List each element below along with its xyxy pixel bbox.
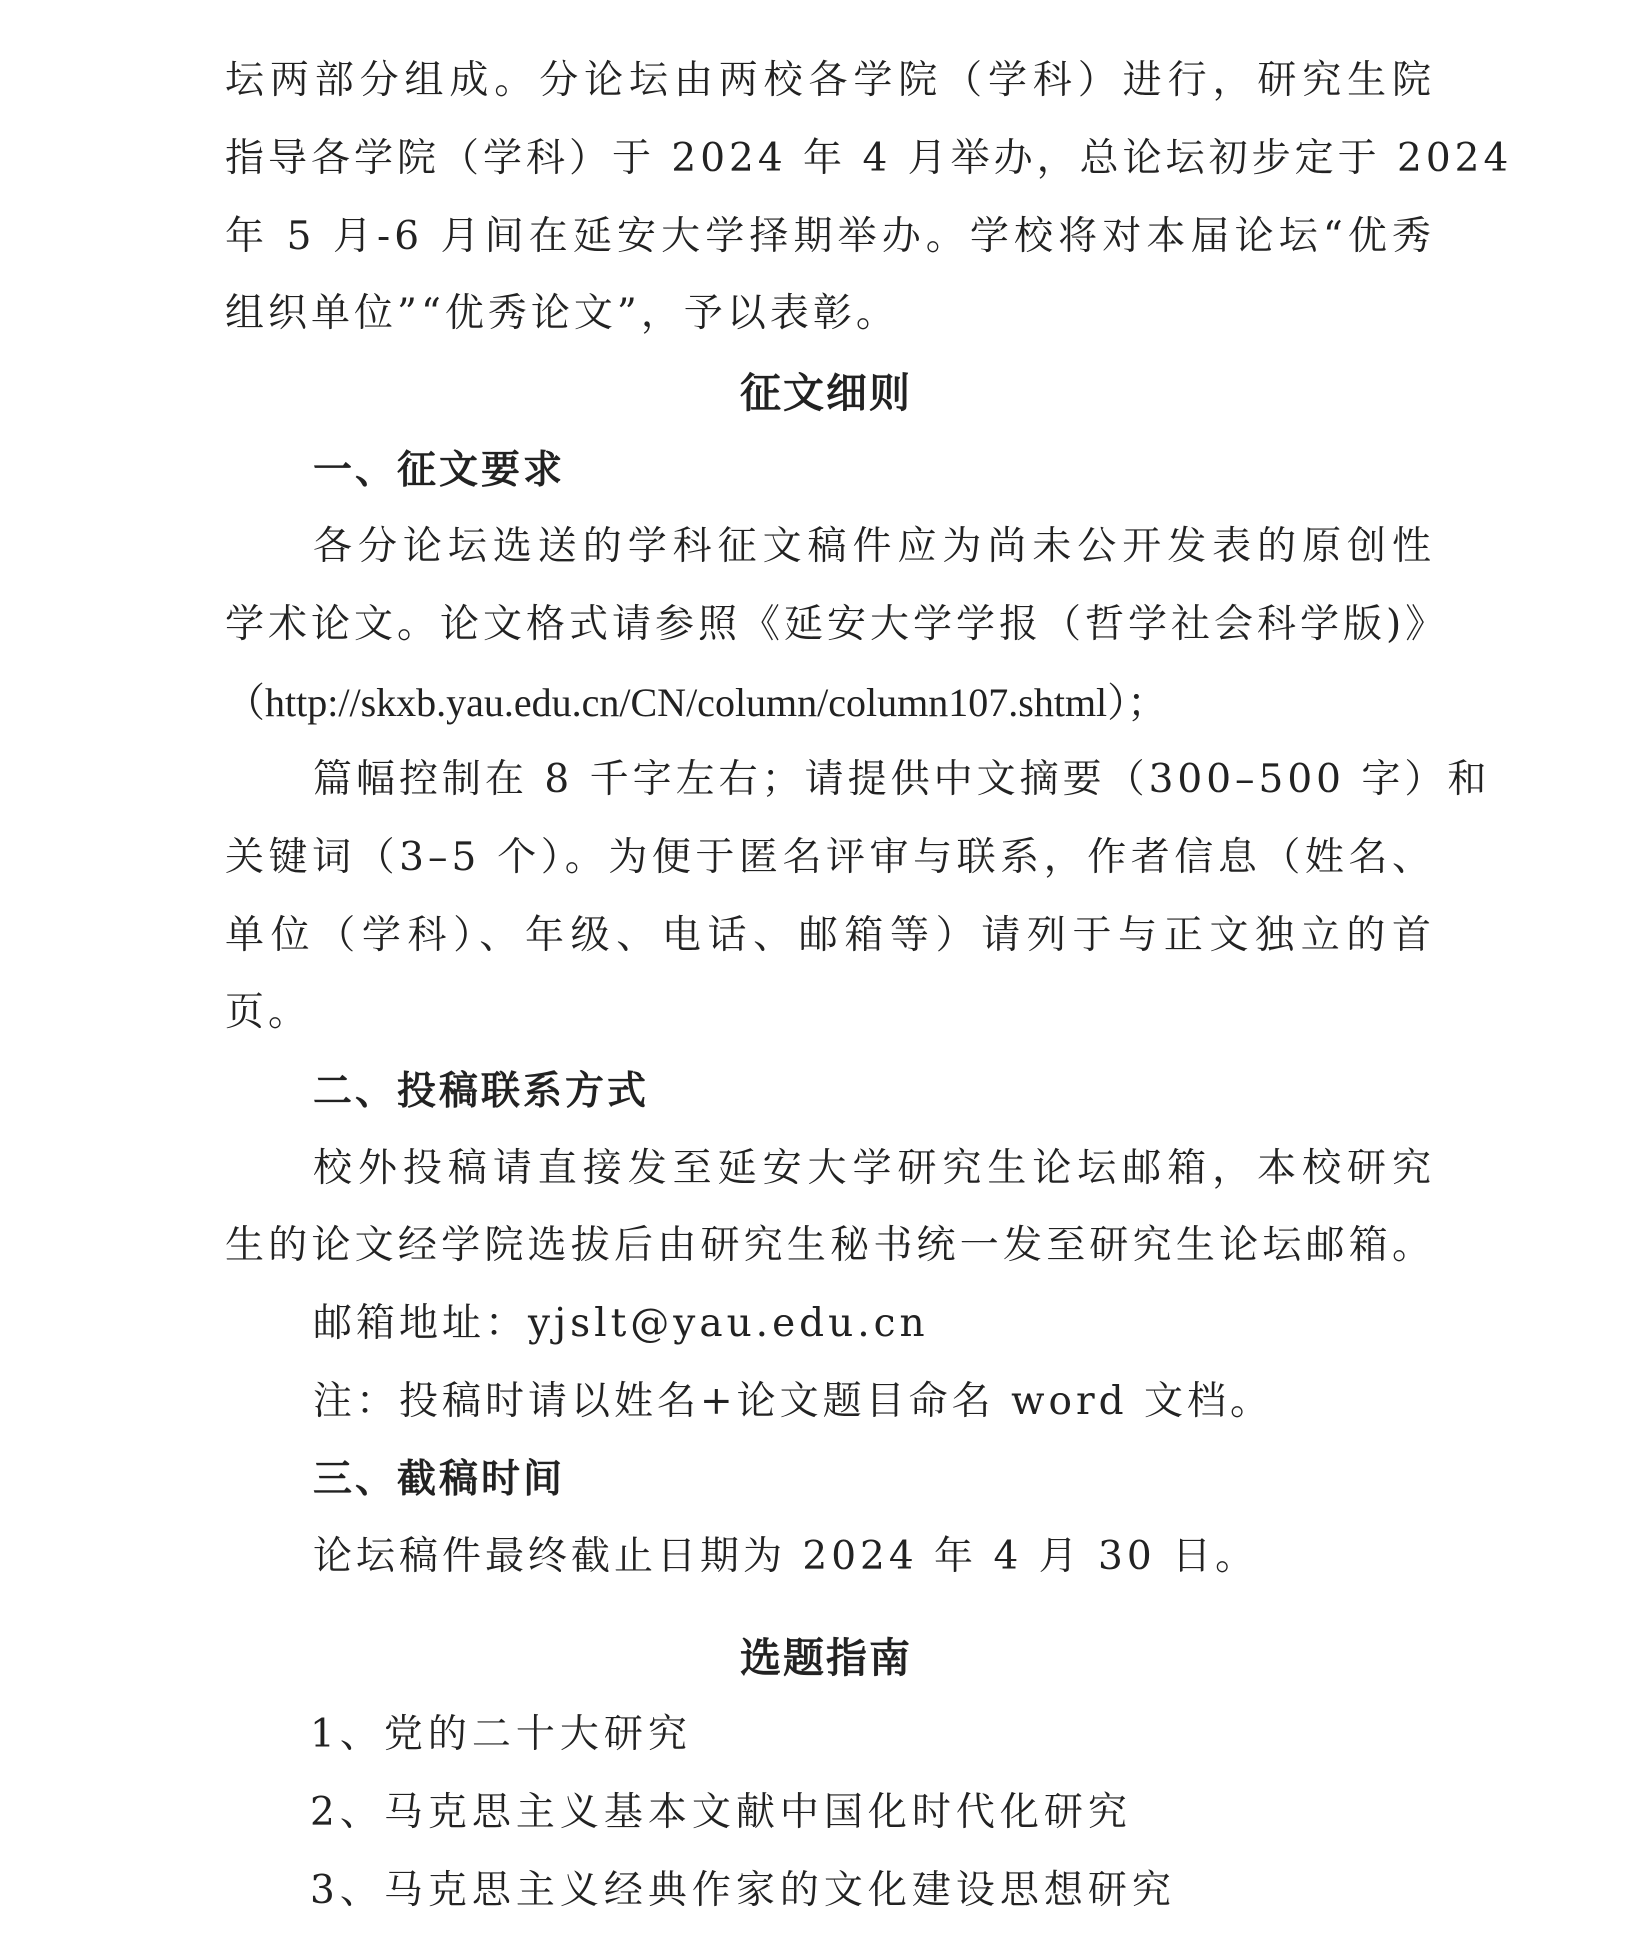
requirements-para1-line2: 学术论文。论文格式请参照《延安大学学报（哲学社会科学版)》	[225, 602, 1449, 647]
requirements-para2-line3: 单位（学科）、年级、电话、邮箱等）请列于与正文独立的首	[225, 913, 1435, 958]
contact-heading: 二、投稿联系方式	[313, 1068, 650, 1114]
topic-item: 1、党的二十大研究	[310, 1712, 692, 1757]
intro-line-3: 年 5 月-6 月间在延安大学择期举办。学校将对本届论坛“优秀	[225, 214, 1435, 259]
requirements-heading: 一、征文要求	[313, 447, 566, 493]
deadline-heading: 三、截稿时间	[313, 1456, 566, 1502]
journal-url: （http://skxb.yau.edu.cn/CN/column/column107.shtml）；	[225, 680, 1168, 725]
intro-line-4: 组织单位”“优秀论文”，予以表彰。	[225, 291, 899, 336]
email-address: 邮箱地址：yjslt@yau.edu.cn	[313, 1301, 929, 1346]
deadline-line: 论坛稿件最终截止日期为 2024 年 4 月 30 日。	[313, 1534, 1259, 1579]
section-title-topics: 选题指南	[740, 1634, 912, 1682]
topic-item: 3、马克思主义经典作家的文化建设思想研究	[310, 1868, 1176, 1913]
contact-line-1: 校外投稿请直接发至延安大学研究生论坛邮箱，本校研究	[313, 1146, 1435, 1191]
requirements-para2-line1: 篇幅控制在 8 千字左右；请提供中文摘要（300–500 字）和	[313, 757, 1491, 802]
submission-note: 注：投稿时请以姓名+论文题目命名 word 文档。	[313, 1379, 1273, 1424]
intro-line-1: 坛两部分组成。分论坛由两校各学院（学科）进行，研究生院	[225, 58, 1435, 103]
intro-line-2: 指导各学院（学科）于 2024 年 4 月举办，总论坛初步定于 2024	[225, 136, 1513, 181]
requirements-para1-line1: 各分论坛选送的学科征文稿件应为尚未公开发表的原创性	[313, 524, 1435, 569]
requirements-para2-line4: 页。	[225, 990, 312, 1035]
section-title-rules: 征文细则	[740, 369, 912, 417]
contact-line-2: 生的论文经学院选拔后由研究生秘书统一发至研究生论坛邮箱。	[225, 1223, 1435, 1268]
topic-item: 2、马克思主义基本文献中国化时代化研究	[310, 1790, 1132, 1835]
requirements-para2-line2: 关键词（3–5 个）。为便于匿名评审与联系，作者信息（姓名、	[225, 835, 1435, 880]
